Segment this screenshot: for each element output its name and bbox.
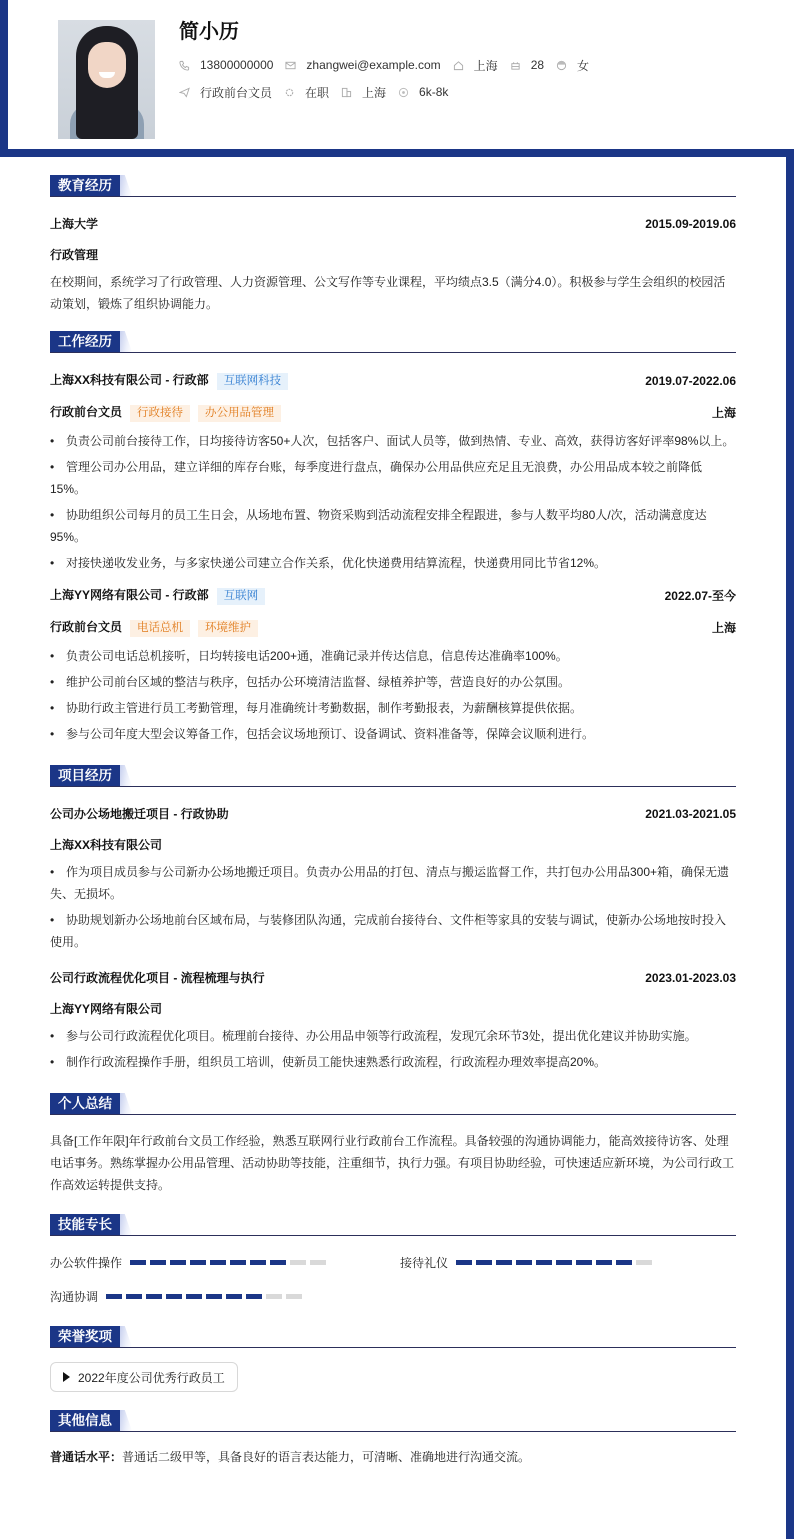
- award-label: 2022年度公司优秀行政员工: [78, 1370, 225, 1385]
- section-header: [50, 331, 736, 353]
- education-description: 在校期间，系统学习了行政管理、人力资源管理、公文写作等专业课程，平均绩点3.5（满分4.0）。积极参与学生会组织的校园活动策划，锻炼了组织协调能力。: [50, 275, 726, 311]
- avatar: [58, 20, 155, 139]
- section-education: [50, 175, 736, 315]
- section-summary: [50, 1093, 736, 1196]
- send-icon: [179, 87, 190, 98]
- project-name: 公司行政流程优化项目 - 流程梳理与执行: [50, 971, 265, 985]
- bullet-item: • 管理公司办公用品，建立详细的库存台账，每季度进行盘点，确保办公用品供应充足且无浪费，办公用品成本较之前降低15%。: [50, 456, 736, 500]
- skill-level-bar: [456, 1260, 656, 1265]
- section-header: [50, 1093, 736, 1115]
- section-header: [50, 765, 736, 787]
- intent-status: 在职: [284, 84, 329, 101]
- bullet-item: • 协助组织公司每月的员工生日会，从场地布置、物资采购到活动流程安排全程跟进，参与人数平均80人/次，活动满意度达95%。: [50, 504, 736, 548]
- contact-email: zhangwei@example.com: [285, 58, 440, 72]
- section-awards: [50, 1326, 736, 1392]
- skill-name: 办公软件操作: [50, 1255, 123, 1270]
- section-other: [50, 1410, 736, 1468]
- bullet-item: • 制作行政流程操作手册，组织员工培训，使新员工能快速熟悉行政流程，行政流程办理效率提高20%。: [50, 1051, 736, 1073]
- salary-icon: [398, 87, 409, 98]
- section-title: 荣誉奖项: [50, 1326, 120, 1347]
- building-icon: [341, 87, 352, 98]
- triangle-right-icon: [63, 1372, 70, 1382]
- contact-row: [179, 57, 601, 73]
- project-bullets: [50, 861, 736, 953]
- work-period: 2022.07-至今: [664, 589, 736, 603]
- work-item: [50, 586, 736, 745]
- skill-tag: 环境维护: [198, 620, 258, 637]
- bullet-item: • 参与公司行政流程优化项目。梳理前台接待、办公用品申领等行政流程，发现冗余环节3处，提出优化建议并协助实施。: [50, 1025, 736, 1047]
- company-name: 上海XX科技有限公司 - 行政部: [50, 373, 209, 387]
- contact-phone: 13800000000: [179, 58, 273, 72]
- work-item: [50, 371, 736, 574]
- project-period: 2023.01-2023.03: [645, 970, 736, 985]
- skill-tag: 电话总机: [130, 620, 190, 637]
- section-title: 工作经历: [50, 331, 120, 352]
- skill-name: 沟通协调: [50, 1289, 99, 1304]
- work-bullets: [50, 430, 736, 574]
- industry-tag: 互联网: [217, 588, 266, 605]
- candidate-name: 简小历: [179, 21, 239, 43]
- other-value: 普通话二级甲等，具备良好的语言表达能力，可清晰、准确地进行沟通交流。: [122, 1450, 531, 1464]
- section-title: 技能专长: [50, 1214, 120, 1235]
- resume-header: [0, 0, 794, 149]
- project-company: 上海YY网络有限公司: [50, 1002, 163, 1016]
- home-icon: [453, 60, 464, 71]
- section-header: [50, 1410, 736, 1432]
- contact-gender: 女: [556, 57, 589, 74]
- skill-item: [50, 1254, 400, 1270]
- company-name: 上海YY网络有限公司 - 行政部: [50, 588, 209, 602]
- contact-city: 上海: [453, 57, 498, 74]
- project-item: [50, 805, 736, 953]
- resume-body: [0, 149, 794, 1468]
- other-label: 普通话水平：: [50, 1450, 123, 1464]
- mail-icon: [285, 60, 296, 71]
- section-title: 项目经历: [50, 765, 120, 786]
- section-skills: [50, 1214, 736, 1304]
- position: 行政前台文员: [50, 620, 123, 634]
- section-work: [50, 331, 736, 745]
- section-title: 其他信息: [50, 1410, 120, 1431]
- bullet-item: • 作为项目成员参与公司新办公场地搬迁项目。负责办公用品的打包、清点与搬运监督工作，共打包办公用品300+箱，确保无遗失、无损坏。: [50, 861, 736, 905]
- bullet-item: • 协助行政主管进行员工考勤管理，每月准确统计考勤数据，制作考勤报表，为薪酬核算提供依据。: [50, 697, 736, 719]
- skill-item: [400, 1254, 656, 1270]
- section-header: [50, 175, 736, 197]
- school-name: 上海大学: [50, 217, 99, 231]
- section-header: [50, 1214, 736, 1236]
- award-item[interactable]: [50, 1362, 238, 1392]
- major: 行政管理: [50, 248, 99, 262]
- status-icon: [284, 87, 295, 98]
- phone-icon: [179, 60, 190, 71]
- bullet-item: • 负责公司电话总机接听，日均转接电话200+通，准确记录并传达信息，信息传达准确率100%。: [50, 645, 736, 667]
- section-title: 教育经历: [50, 175, 120, 196]
- summary-text: 具备[工作年限]年行政前台文员工作经验，熟悉互联网行业行政前台工作流程。具备较强的沟通协调能力，能高效接待访客、处理电话事务。熟练掌握办公用品管理、活动协助等技能，注重细节，执行力强。有项目协助经验，可快速适应新环境，为公司行政工作高效运转提供支持。: [50, 1134, 735, 1192]
- skill-tag: 办公用品管理: [198, 405, 281, 422]
- job-intent-row: [179, 84, 601, 100]
- header-info: [179, 20, 601, 149]
- education-period: 2015.09-2019.06: [645, 216, 736, 231]
- work-period: 2019.07-2022.06: [645, 373, 736, 388]
- intent-city: 上海: [341, 84, 386, 101]
- section-header: [50, 1326, 736, 1348]
- industry-tag: 互联网科技: [217, 373, 289, 390]
- project-period: 2021.03-2021.05: [645, 806, 736, 821]
- project-bullets: [50, 1025, 736, 1073]
- skill-level-bar: [130, 1260, 330, 1265]
- skill-item: [50, 1288, 400, 1304]
- bullet-item: • 负责公司前台接待工作，日均接待访客50+人次，包括客户、面试人员等，做到热情、专业、高效，获得访客好评率98%以上。: [50, 430, 736, 452]
- work-bullets: [50, 645, 736, 745]
- skill-name: 接待礼仪: [400, 1255, 449, 1270]
- bullet-item: • 维护公司前台区域的整洁与秩序，包括办公环境清洁监督、绿植养护等，营造良好的办公氛围。: [50, 671, 736, 693]
- project-company: 上海XX科技有限公司: [50, 838, 163, 852]
- section-title: 个人总结: [50, 1093, 120, 1114]
- position: 行政前台文员: [50, 405, 123, 419]
- education-item: [50, 215, 736, 232]
- bullet-item: • 参与公司年度大型会议筹备工作，包括会议场地预订、设备调试、资料准备等，保障会议顺利进行。: [50, 723, 736, 745]
- other-item: [50, 1446, 736, 1468]
- project-name: 公司办公场地搬迁项目 - 行政协助: [50, 807, 229, 821]
- age-icon: [510, 60, 521, 71]
- skills-grid: [50, 1254, 736, 1304]
- bullet-item: • 协助规划新办公场地前台区域布局，与装修团队沟通，完成前台接待台、文件柜等家具的安装与调试，使新办公场地按时投入使用。: [50, 909, 736, 953]
- intent-position: 行政前台文员: [179, 84, 272, 101]
- frame-border-header-bottom: [0, 149, 794, 157]
- bullet-item: • 对接快递收发业务，与多家快递公司建立合作关系，优化快递费用结算流程，快递费用同比节省12%。: [50, 552, 736, 574]
- section-projects: [50, 765, 736, 1073]
- work-location: 上海: [711, 406, 736, 420]
- skill-level-bar: [106, 1294, 306, 1299]
- intent-salary: 6k-8k: [398, 85, 448, 99]
- frame-border-right: [786, 149, 794, 1539]
- project-item: [50, 969, 736, 1073]
- contact-age: 28: [510, 58, 544, 72]
- gender-icon: [556, 60, 567, 71]
- work-location: 上海: [711, 621, 736, 635]
- skill-tag: 行政接待: [130, 405, 190, 422]
